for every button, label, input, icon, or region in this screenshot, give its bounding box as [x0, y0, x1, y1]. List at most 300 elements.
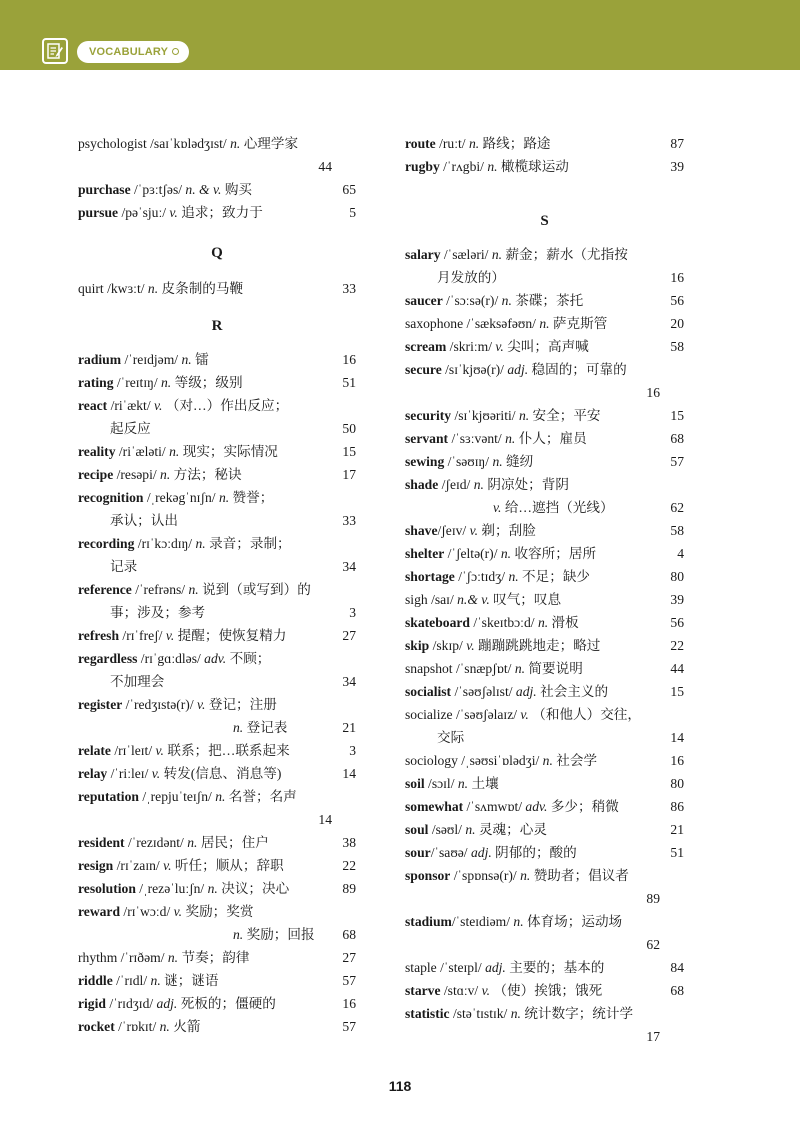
vocab-entry [78, 946, 356, 969]
phonetic: /rɪˈgɑːdləs/ [137, 651, 205, 666]
part-of-speech: adj. [470, 845, 492, 860]
headword: security [405, 408, 452, 423]
phonetic: /ˈreɪdjəm/ [121, 352, 182, 367]
entries-p-group [78, 132, 356, 224]
headword: shelter [405, 546, 445, 561]
page-ref: 21 [670, 822, 684, 837]
vocab-entry [78, 132, 356, 178]
definition: 月发放的） [437, 270, 505, 285]
definition: （对…）作出反应； [162, 398, 289, 413]
vocab-entry [78, 201, 356, 224]
definition-continued [78, 670, 332, 693]
section-letter-q: Q [211, 245, 223, 261]
phonetic: /stəˈtɪstɪk/ [449, 1006, 511, 1021]
definition: 仆人；雇员 [515, 431, 587, 446]
headword: sour [405, 845, 431, 860]
definition: 滑板 [548, 615, 579, 630]
page-ref: 84 [670, 960, 684, 975]
vocab-entry [78, 877, 356, 900]
definition: 统计数字；统计学 [520, 1006, 634, 1021]
part-of-speech: n. [159, 1019, 170, 1034]
vocab-entry [78, 178, 356, 201]
phonetic: /ˌrepjuˈteɪʃn/ [138, 789, 216, 804]
headword: reputation [78, 789, 139, 804]
part-of-speech: n. [513, 914, 524, 929]
page-ref: 21 [342, 720, 356, 735]
page-ref: 44 [318, 159, 332, 174]
phonetic: /rɪˈwɔːd/ [120, 904, 174, 919]
definition: 居民；住户 [197, 835, 269, 850]
vocab-entry [78, 900, 356, 946]
part-of-speech: n. [539, 316, 550, 331]
definition: 缝纫 [502, 454, 534, 469]
definition: 萨克斯管 [549, 316, 608, 331]
part-of-speech: n. [514, 661, 526, 676]
headword: quirt [78, 281, 104, 296]
headword: purchase [78, 182, 131, 197]
entries-r-group [78, 348, 356, 1038]
vocab-entry [405, 565, 684, 588]
phonetic: /ˈsəʊɪŋ/ [444, 454, 493, 469]
phonetic: /ˈsʌmwɒt/ [463, 799, 526, 814]
phonetic: /sɪˈkjʊəriti/ [451, 408, 519, 423]
page-number: 118 [388, 1078, 412, 1094]
definition: 主要的；基本的 [505, 960, 605, 975]
headword: shade [405, 477, 439, 492]
page-ref: 68 [342, 927, 356, 942]
headword: sociology [405, 753, 458, 768]
definition: 不足；缺少 [518, 569, 591, 584]
vocab-entry [78, 969, 356, 992]
page-ref: 33 [342, 281, 356, 296]
phonetic: /ˌsəʊsiˈɒlədʒi/ [457, 753, 543, 768]
headword: skateboard [405, 615, 470, 630]
page-ref: 16 [646, 385, 660, 400]
phonetic: /ruːt/ [435, 136, 469, 151]
phonetic: /ˈrezɪdənt/ [124, 835, 188, 850]
headword: resign [78, 858, 114, 873]
headword: stadium [405, 914, 452, 929]
definition: 路线；路途 [479, 136, 551, 151]
vocab-entry [405, 979, 684, 1002]
headword: riddle [78, 973, 113, 988]
definition: 橄榄球运动 [497, 159, 569, 174]
headword: register [78, 697, 123, 712]
part-of-speech: v. [520, 707, 529, 722]
part-of-speech: n. [233, 927, 244, 942]
vocab-entry [78, 992, 356, 1015]
vocab-entry [405, 956, 684, 979]
page-ref: 27 [342, 628, 356, 643]
page-ref: 58 [670, 523, 684, 538]
phonetic: /riˈæləti/ [115, 444, 170, 459]
headword: resident [78, 835, 125, 850]
part-of-speech: v. [151, 766, 161, 781]
part-of-speech: n. [188, 582, 199, 597]
part-of-speech: n. [147, 281, 159, 296]
vocab-entry [78, 277, 356, 300]
page-ref: 58 [670, 339, 684, 354]
definition: 起反应 [110, 421, 151, 436]
definition: 体育场；运动场 [523, 914, 623, 929]
definition: 不加理会 [110, 674, 165, 689]
phonetic: /rɪˈleɪt/ [110, 743, 156, 758]
part-of-speech: n. [161, 375, 172, 390]
definition: 火箭 [169, 1019, 201, 1034]
headword: recipe [78, 467, 114, 482]
vocab-entry [78, 532, 356, 578]
part-of-speech: n. [505, 431, 516, 446]
header-bar [0, 0, 800, 70]
page-ref: 17 [342, 467, 356, 482]
definition: 阴郁的；酸的 [491, 845, 577, 860]
phonetic: /ˈsæksəfəʊn/ [463, 316, 540, 331]
headword: skip [405, 638, 430, 653]
definition: 阴凉处；背阴 [483, 477, 569, 492]
vocab-entry [405, 910, 684, 956]
vocab-entry [78, 394, 356, 440]
phonetic: /ˈrɪdl/ [112, 973, 151, 988]
vocab-entry [405, 703, 684, 749]
vocab-entry [78, 831, 356, 854]
headword: servant [405, 431, 449, 446]
part-of-speech: n. [181, 352, 192, 367]
definition-continued [78, 923, 332, 946]
definition: 赞助者；倡议者 [530, 868, 629, 883]
part-of-speech: adj. [507, 362, 529, 377]
vocab-entry [405, 473, 684, 519]
definition: 多少；稍微 [547, 799, 619, 814]
part-of-speech: v. [493, 500, 502, 515]
phonetic: /ˈʃɔːtɪdʒ/ [454, 569, 509, 584]
phonetic: /saɪˈkɒlədʒɪst/ [146, 136, 231, 151]
phonetic: /rɪˈzaɪn/ [113, 858, 164, 873]
vocab-entry [78, 1015, 356, 1038]
right-column [405, 132, 684, 1048]
part-of-speech: n. [207, 881, 218, 896]
phonetic: /ˈʃeltə(r)/ [444, 546, 501, 561]
section-letter-r: R [211, 318, 223, 334]
vocab-entry [78, 371, 356, 394]
definition-continued [405, 266, 660, 289]
vocab-entry [78, 440, 356, 463]
phonetic: /sɪˈkjʊə(r)/ [441, 362, 508, 377]
definition: 事；涉及；参考 [110, 605, 206, 620]
headword: shave [405, 523, 438, 538]
headword: statistic [405, 1006, 450, 1021]
definition: 灵魂；心灵 [475, 822, 547, 837]
page-ref: 14 [318, 812, 332, 827]
vocab-entry [405, 1002, 684, 1048]
vocab-entry [405, 132, 684, 155]
headword: reference [78, 582, 132, 597]
vocab-entry [405, 243, 684, 289]
phonetic: /skɪp/ [429, 638, 467, 653]
vocab-entry [405, 634, 684, 657]
definition: 决议；决心 [217, 881, 290, 896]
part-of-speech: v. [154, 398, 163, 413]
left-column [78, 132, 356, 1038]
phonetic: /ˈrefrəns/ [131, 582, 189, 597]
vocab-entry [405, 795, 684, 818]
part-of-speech: v. [163, 858, 172, 873]
page-ref: 39 [670, 159, 684, 174]
part-of-speech: v. [495, 339, 504, 354]
definition: 等级；级别 [171, 375, 243, 390]
part-of-speech: n. [491, 247, 503, 262]
edit-note-icon [42, 38, 68, 64]
vocab-entry [405, 841, 684, 864]
vocab-entry [405, 680, 684, 703]
headword: soul [405, 822, 429, 837]
definition: 说到（或写到）的 [198, 582, 311, 597]
vocab-entry [405, 155, 684, 178]
part-of-speech: v. [197, 697, 206, 712]
page-ref: 33 [342, 513, 356, 528]
page-ref: 34 [342, 559, 356, 574]
page-ref: 57 [342, 1019, 356, 1034]
vocab-entry [405, 289, 684, 312]
vocab-entry [78, 463, 356, 486]
page-ref: 20 [670, 316, 684, 331]
part-of-speech: adv. [525, 799, 548, 814]
page-ref: 22 [670, 638, 684, 653]
definition: （和他人）交往， [528, 707, 641, 722]
definition: 录音；录制； [205, 536, 291, 551]
definition: 茶碟；茶托 [511, 293, 584, 308]
headword: socialize [405, 707, 453, 722]
section-letter-s: S [540, 213, 549, 229]
vocab-entry [405, 749, 684, 772]
part-of-speech: adj. [515, 684, 537, 699]
phonetic: /rɪˈfreʃ/ [119, 628, 166, 643]
definition: 记录 [110, 559, 138, 574]
phonetic: /pəˈsjuː/ [118, 205, 170, 220]
definition: 提醒；使恢复精力 [174, 628, 287, 643]
headword: resolution [78, 881, 136, 896]
part-of-speech: n. [195, 536, 206, 551]
phonetic: /rɪˈkɔːdɪŋ/ [134, 536, 196, 551]
definition-continued [405, 496, 660, 519]
phonetic: /ˈsteɪpl/ [436, 960, 486, 975]
phonetic: /stɑːv/ [440, 983, 482, 998]
headword: recording [78, 536, 135, 551]
page-ref: 56 [670, 293, 684, 308]
part-of-speech: n. [233, 720, 244, 735]
definition: 登记；注册 [205, 697, 277, 712]
vocab-entry [78, 693, 356, 739]
phonetic: /ˈsaʊə/ [430, 845, 471, 860]
page-ref: 68 [670, 983, 684, 998]
headword: rigid [78, 996, 106, 1011]
vocab-entry [405, 611, 684, 634]
phonetic: /kwɜːt/ [103, 281, 148, 296]
vocab-entry [405, 427, 684, 450]
definition: 现实；实际情况 [179, 444, 278, 459]
headword: reward [78, 904, 121, 919]
definition: 承认；认出 [110, 513, 178, 528]
definition: 薪金；薪水（尤指按 [502, 247, 628, 262]
headword: relate [78, 743, 111, 758]
phonetic: /səʊl/ [428, 822, 466, 837]
headword: rhythm [78, 950, 118, 965]
page-ref: 68 [670, 431, 684, 446]
vocab-entry [78, 578, 356, 624]
vocab-entry [78, 624, 356, 647]
definition: 安全；平安 [529, 408, 601, 423]
part-of-speech: v. [155, 743, 164, 758]
headword: rating [78, 375, 114, 390]
page-ref: 16 [670, 753, 684, 768]
page-ref: 44 [670, 661, 684, 676]
definition: 尖叫；高声喊 [503, 339, 589, 354]
definition: 蹦蹦跳跳地走；略过 [474, 638, 601, 653]
page-ref: 62 [670, 500, 684, 515]
part-of-speech: v. [169, 205, 178, 220]
page-ref: 15 [670, 684, 684, 699]
part-of-speech: v. [481, 983, 491, 998]
headword: salary [405, 247, 441, 262]
definition: 叹气；叹息 [489, 592, 562, 607]
definition: 转发(信息、消息等) [160, 766, 282, 781]
page-ref: 51 [670, 845, 684, 860]
definition-continued [78, 601, 332, 624]
definition: 赞誉； [229, 490, 274, 505]
page-ref: 50 [342, 421, 356, 436]
vocab-entry [78, 486, 356, 532]
definition-continued [78, 509, 332, 532]
headword: saxophone [405, 316, 464, 331]
page-ref: 16 [342, 352, 356, 367]
definition: 听任；顺从；辞职 [171, 858, 284, 873]
headword: saucer [405, 293, 443, 308]
phonetic: /ˈrʌgbi/ [439, 159, 488, 174]
headword: pursue [78, 205, 119, 220]
headword: staple [405, 960, 437, 975]
vocab-entry [405, 772, 684, 795]
definition: 土壤 [468, 776, 499, 791]
page-ref: 87 [670, 136, 684, 151]
part-of-speech: n. [473, 477, 484, 492]
headword: secure [405, 362, 442, 377]
vocabulary-badge-label: VOCABULARY [89, 46, 169, 58]
part-of-speech: n. [508, 569, 519, 584]
vocab-entry [405, 450, 684, 473]
entries-q-group [78, 277, 356, 300]
page-ref: 62 [646, 937, 660, 952]
badge-circle-icon [172, 48, 179, 55]
headword: regardless [78, 651, 138, 666]
vocab-entry [405, 404, 684, 427]
definition: 追求；致力于 [177, 205, 263, 220]
part-of-speech: n. [169, 444, 180, 459]
definition-continued [78, 555, 332, 578]
part-of-speech: n. [492, 454, 503, 469]
definition-continued [405, 726, 660, 749]
definition: 名誉；名声 [225, 789, 297, 804]
phonetic: /ˈsteɪdiəm/ [451, 914, 514, 929]
part-of-speech: n. [501, 293, 512, 308]
definition: 节奏；韵律 [178, 950, 250, 965]
page-ref: 17 [646, 1029, 660, 1044]
definition: 方法；秘诀 [170, 467, 242, 482]
phonetic: /ˈrɪdʒɪd/ [105, 996, 157, 1011]
part-of-speech: n. [465, 822, 476, 837]
headword: rugby [405, 159, 440, 174]
headword: scream [405, 339, 447, 354]
headword: route [405, 136, 436, 151]
phonetic: /ˌrezəˈluːʃn/ [135, 881, 208, 896]
part-of-speech: n. [520, 868, 531, 883]
phonetic: /ˈreɪtɪŋ/ [113, 375, 161, 390]
headword: react [78, 398, 108, 413]
definition: 给…遮挡（光线） [501, 500, 614, 515]
definition: 登记表 [243, 720, 288, 735]
part-of-speech: n. [150, 973, 161, 988]
part-of-speech: adj. [156, 996, 178, 1011]
definition: 心理学家 [240, 136, 299, 151]
definition: （使）挨饿；饿死 [490, 983, 603, 998]
definition: 社会主义的 [536, 684, 609, 699]
definition: 剃；刮脸 [478, 523, 536, 538]
vocab-entry [405, 335, 684, 358]
phonetic: /ˈsæləri/ [440, 247, 492, 262]
page-ref: 14 [342, 766, 356, 781]
page-ref: 15 [670, 408, 684, 423]
definition: 死板的；僵硬的 [177, 996, 276, 1011]
phonetic: /ˈspɒnsə(r)/ [450, 868, 521, 883]
vocab-entry [78, 762, 356, 785]
phonetic: /saɪ/ [427, 592, 458, 607]
phonetic: /ˈskeɪtbɔːd/ [469, 615, 538, 630]
headword: snapshot [405, 661, 453, 676]
part-of-speech: v. [173, 904, 183, 919]
headword: reality [78, 444, 116, 459]
headword: psychologist [78, 136, 147, 151]
headword: relay [78, 766, 108, 781]
definition: 奖励；奖赏 [182, 904, 254, 919]
definition: 简要说明 [525, 661, 583, 676]
phonetic: /ˈsəʊʃəlaɪz/ [452, 707, 521, 722]
page-ref: 56 [670, 615, 684, 630]
phonetic: /ʃeɪv/ [437, 523, 470, 538]
part-of-speech: n. [510, 1006, 521, 1021]
headword: starve [405, 983, 441, 998]
page-ref: 38 [342, 835, 356, 850]
vocab-entry [78, 739, 356, 762]
page-ref: 16 [670, 270, 684, 285]
page-ref: 14 [670, 730, 684, 745]
page-ref: 86 [670, 799, 684, 814]
part-of-speech: n.& v. [457, 592, 490, 607]
part-of-speech: adj. [485, 960, 506, 975]
page-ref: 57 [670, 454, 684, 469]
vocab-entry [405, 358, 684, 404]
page-ref: 4 [677, 546, 684, 561]
part-of-speech: n. [468, 136, 480, 151]
part-of-speech: n. [160, 467, 171, 482]
phonetic: /ˈsnæpʃɒt/ [452, 661, 515, 676]
part-of-speech: n. [542, 753, 553, 768]
headword: socialist [405, 684, 452, 699]
definition: 购买 [221, 182, 253, 197]
phonetic: /ˈrɒkɪt/ [114, 1019, 160, 1034]
page-ref: 57 [342, 973, 356, 988]
headword: radium [78, 352, 122, 367]
definition: 社会学 [552, 753, 598, 768]
page-ref: 34 [342, 674, 356, 689]
definition: 皮条制的马鞭 [158, 281, 244, 296]
